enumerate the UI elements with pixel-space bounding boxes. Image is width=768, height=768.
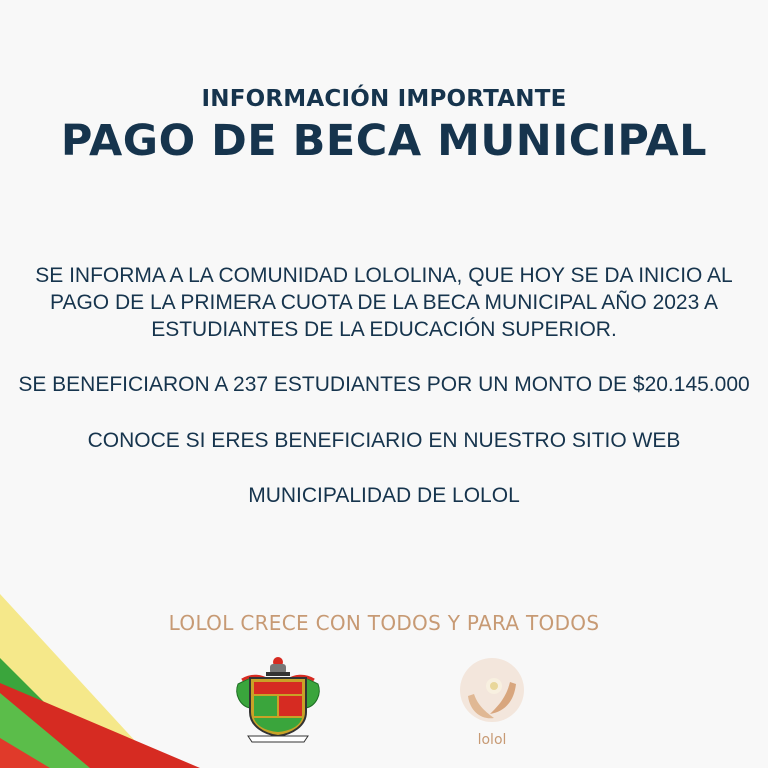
slogan: LOLOL CRECE CON TODOS Y PARA TODOS: [168, 611, 600, 635]
beneficiaries-text: SE BENEFICIARON A 237 ESTUDIANTES POR UN MONTO DE $20.145.000: [18, 373, 750, 396]
announcement-line-3: ESTUDIANTES DE LA EDUCACIÓN SUPERIOR.: [151, 318, 617, 341]
lolol-crece-logo: [456, 656, 528, 748]
announcement-paragraph: [0, 262, 768, 343]
heading-subtitle: INFORMACIÓN IMPORTANTE: [201, 86, 567, 112]
logo-text: lolol: [477, 732, 507, 748]
coat-of-arms-logo: [232, 654, 324, 746]
municipality-name: MUNICIPALIDAD DE LOLOL: [248, 484, 520, 507]
announcement-line-2: PAGO DE LA PRIMERA CUOTA DE LA BECA MUNICIPAL AÑO 2023 A: [50, 291, 718, 314]
page-title: PAGO DE BECA MUNICIPAL: [60, 116, 708, 166]
website-text: CONOCE SI ERES BENEFICIARIO EN NUESTRO SITIO WEB: [87, 429, 681, 452]
announcement-line-1: SE INFORMA A LA COMUNIDAD LOLOLINA, QUE HOY SE DA INICIO AL: [35, 264, 733, 287]
